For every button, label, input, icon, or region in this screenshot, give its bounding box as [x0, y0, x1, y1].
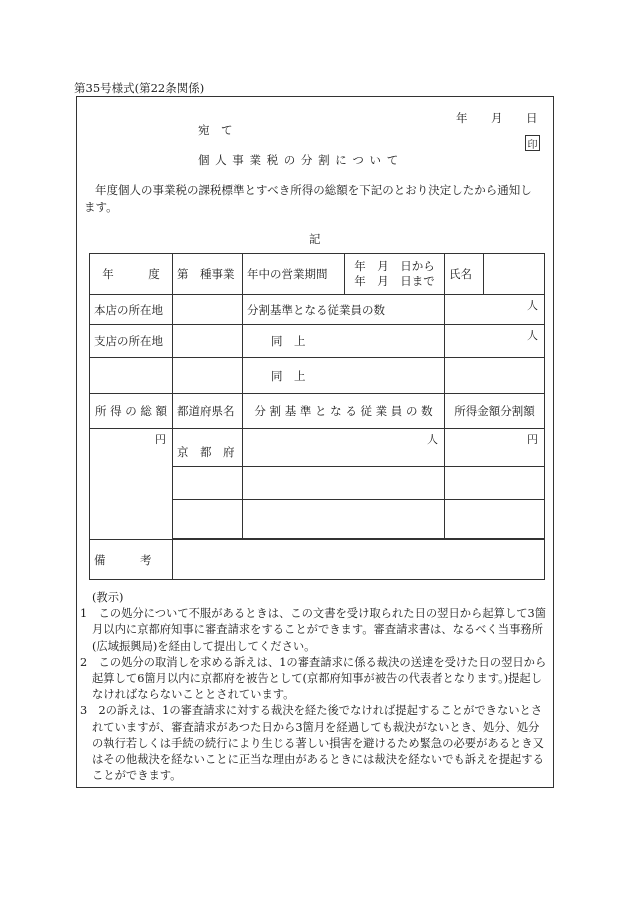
- employee-basis-label: 分割基準となる従業員の数: [243, 295, 445, 325]
- form-label: 第35号様式(第22条関係): [74, 81, 205, 95]
- instruction-notes: [80, 590, 550, 784]
- prefecture-employee-cell: [243, 467, 445, 500]
- name-cell: [445, 254, 545, 295]
- table-row: [90, 325, 545, 358]
- business-type-cell: 第 種事業: [173, 254, 243, 295]
- unit-yen: 円: [155, 433, 166, 446]
- notice-body-line: ます。: [84, 200, 118, 214]
- document-title: 個 人 事 業 税 の 分 割 に つ い て: [198, 153, 400, 167]
- prefecture-name: [173, 467, 243, 500]
- business-period-label: 年中の営業期間: [243, 254, 345, 295]
- seal-mark: 印: [525, 135, 540, 151]
- employee-count-cell: [445, 295, 545, 325]
- prefecture-name: 京 都 府: [173, 429, 243, 467]
- ki-label: 記: [309, 232, 321, 246]
- branch-office-value-2: [173, 358, 243, 394]
- date-to: 年 月 日まで: [354, 274, 435, 288]
- table-row: [90, 429, 545, 467]
- employee-count-cell: [445, 358, 545, 394]
- head-office-label: 本店の所在地: [90, 295, 173, 325]
- prefecture-division-cell: [445, 467, 545, 500]
- header-year: 年: [456, 111, 468, 125]
- prefecture-name: [173, 500, 243, 539]
- total-income-label: 所 得 の 総 額: [90, 394, 173, 429]
- remarks-value: [173, 540, 545, 580]
- name-label: 氏名: [445, 254, 484, 294]
- business-period-dates: [345, 254, 445, 295]
- note-item: 3 2の訴えは、1の審査請求に対する裁決を経た後でなければ提起することができないとされていますが、審査請求があつた日から3箇月を経過しても裁決がないとき、処分、処分の執行若しくは手続の続行により生じる著しい損害を避けるため緊急の必要があるとき又はその他裁決を経ないことに正当な理由があるときには裁決を経ないでも訴えを提起することができます。: [80, 704, 544, 783]
- employee-count-cell: [445, 325, 545, 358]
- name-value: [484, 254, 544, 294]
- head-office-value: [173, 295, 243, 325]
- header-day: 日: [526, 111, 538, 125]
- addressee-label: 宛 て: [198, 123, 233, 137]
- table-row: [90, 358, 545, 394]
- same-as-above: 同 上: [243, 325, 445, 358]
- employee-count-header: 分 割 基 準 と な る 従 業 員 の 数: [243, 394, 445, 429]
- prefecture-division-cell: [445, 500, 545, 539]
- table-row: [90, 540, 545, 580]
- fiscal-year-cell: 年 度: [90, 254, 173, 295]
- table-row: [90, 394, 545, 429]
- unit-person: 人: [527, 329, 538, 342]
- notes-title: (教示): [92, 591, 124, 604]
- same-as-above: 同 上: [243, 358, 445, 394]
- header-month: 月: [491, 111, 503, 125]
- unit-yen: 円: [527, 433, 538, 446]
- prefecture-header: 都道府県名: [173, 394, 243, 429]
- unit-person: 人: [527, 299, 538, 312]
- division-table: [89, 253, 545, 580]
- branch-office-label-2: [90, 358, 173, 394]
- total-income-cell: [90, 429, 173, 540]
- unit-person: 人: [427, 433, 438, 446]
- prefecture-division-cell: [445, 429, 545, 467]
- branch-office-label: 支店の所在地: [90, 325, 173, 358]
- income-division-header: 所得金額分割額: [445, 394, 545, 429]
- prefecture-employee-cell: [243, 429, 445, 467]
- notice-body-line: 年度個人の事業税の課税標準とすべき所得の総額を下記のとおり決定したから通知し: [95, 183, 532, 197]
- prefecture-employee-cell: [243, 500, 445, 539]
- notice-body: [84, 182, 546, 216]
- branch-office-value: [173, 325, 243, 358]
- note-item: 2 この処分の取消しを求める訴えは、1の審査請求に係る裁決の送達を受けた日の翌日から起算して6箇月以内に京都府を被告として(京都府知事が被告の代表者となります。)提起しなければならないこととされています。: [80, 655, 547, 702]
- remarks-label: 備 考: [90, 540, 173, 580]
- date-from: 年 月 日から: [354, 259, 435, 273]
- note-item: 1 この処分について不服があるときは、この文書を受け取られた日の翌日から起算して3箇月以内に京都府知事に審査請求をすることができます。審査請求書は、なるべく当事務所(広域振興局)を経由して提出してください。: [80, 607, 547, 653]
- table-row: [90, 295, 545, 325]
- table-row: [90, 254, 545, 295]
